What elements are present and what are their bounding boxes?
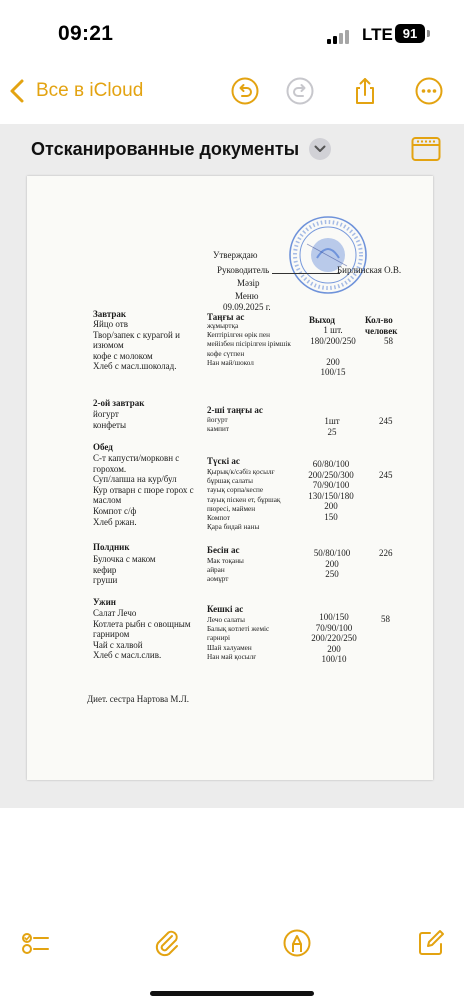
redo-icon <box>285 76 315 106</box>
scanned-page[interactable] <box>27 176 433 780</box>
menu-date: 09.09.2025 г. <box>223 302 271 312</box>
undo-icon <box>230 76 260 106</box>
meal-title-ru: Ужин <box>93 597 116 607</box>
dietitian-signature: Диет. сестра Нартова М.Л. <box>87 694 189 704</box>
meal-items-kz: йогурт кампит <box>207 416 229 434</box>
approval-head-name: Бирлинская О.В. <box>337 265 402 275</box>
share-icon <box>350 76 380 106</box>
markup-pen-icon <box>282 928 312 958</box>
meal-items-ru: йогурт конфеты <box>93 409 127 430</box>
column-count-header: Кол-во <box>365 315 393 325</box>
bottom-toolbar <box>0 924 464 964</box>
chevron-down-icon <box>314 145 326 153</box>
title-menu-button[interactable] <box>309 138 331 160</box>
chevron-left-icon <box>8 78 28 104</box>
column-count-header-2: человек <box>365 326 398 336</box>
meal-items-kz: Қырық/к/сәбіз қосылғ бұршақ салаты тауық сорпа/кеспе тауық піскен ет, бұршақ пюресі, маймен Компот Қара бидай наны <box>207 468 281 532</box>
compose-icon <box>416 928 446 958</box>
approval-text: Утверждаю <box>213 250 258 260</box>
stamp-seal-icon <box>287 214 369 296</box>
undo-button[interactable] <box>230 76 260 106</box>
cellular-signal-icon <box>327 30 351 44</box>
meal-count: 226 <box>379 548 393 558</box>
meal-count: 58 <box>384 336 393 346</box>
scan-toggle-button[interactable] <box>411 136 441 162</box>
meal-output: 100/150 70/90/100 200/220/250 200 100/10 <box>311 612 357 665</box>
scanned-document-area <box>0 124 464 808</box>
column-output-header: Выход <box>309 315 335 325</box>
meal-count: 58 <box>381 614 390 624</box>
meal-count: 245 <box>379 416 393 426</box>
battery-tip <box>427 30 430 37</box>
checklist-icon <box>20 928 50 958</box>
meal-title-ru: Обед <box>93 442 113 452</box>
meal-count: 245 <box>379 470 393 480</box>
meal-title-ru: Завтрак <box>93 309 127 319</box>
signature-line <box>272 273 340 274</box>
status-time: 09:21 <box>58 22 114 45</box>
meal-title-kz: 2-ші таңғы ас <box>207 405 263 415</box>
meal-title-kz: Бесін ас <box>207 545 240 555</box>
share-button[interactable] <box>350 76 380 106</box>
meal-title-ru: 2-ой завтрак <box>93 398 145 408</box>
checklist-button[interactable] <box>20 928 50 958</box>
more-icon <box>414 76 444 106</box>
navigation-bar <box>0 68 464 114</box>
meal-items-ru: Салат Лечо Котлета рыбн с овощным гарниром Чай с халвой Хлеб с масл.слив. <box>93 608 191 661</box>
battery-icon: 91 <box>395 24 425 43</box>
meal-items-kz: Мак тоқаны айран аомұрт <box>207 557 244 584</box>
meal-output: 1шт 25 <box>324 416 340 437</box>
menu-title-kz: Мәзір <box>237 278 260 288</box>
meal-items-ru: С-т капусти/морковн с горохом. Суп/лапша на кур/бул Кур отварн с пюре горох с маслом Компот с/ф Хлеб ржан. <box>93 453 194 527</box>
compose-button[interactable] <box>416 928 446 958</box>
network-type: LTE <box>362 25 393 44</box>
meal-title-kz: Таңғы ас <box>207 312 245 322</box>
meal-output: 60/80/100 200/250/300 70/90/100 130/150/180 200 150 <box>308 459 354 522</box>
attach-button[interactable] <box>152 928 182 958</box>
document-header <box>31 138 331 160</box>
more-button[interactable] <box>414 76 444 106</box>
document-title: Отсканированные документы <box>31 138 300 159</box>
home-indicator[interactable] <box>150 991 314 996</box>
status-bar <box>0 0 464 62</box>
meal-items-kz: Лечо салаты Балық котлеті жеміс гарнирі Шай халуамен Нан май қосылғ <box>207 616 270 661</box>
back-button-label: Все в iCloud <box>36 80 144 101</box>
meal-title-ru: Полдник <box>93 542 130 552</box>
meal-output: 50/80/100 200 250 <box>313 548 351 580</box>
back-button[interactable] <box>8 74 143 108</box>
paperclip-icon <box>152 928 182 958</box>
menu-title-ru: Меню <box>235 291 259 301</box>
meal-output: 1 шт. 180/200/250 200 100/15 <box>310 325 356 378</box>
approval-head: Руководитель <box>217 265 270 275</box>
meal-items-ru: Булочка с маком кефир груши <box>93 554 156 586</box>
markup-button[interactable] <box>282 928 312 958</box>
meal-items-kz: жұмыртқа Кептірілген өрік пен мейізбен пісірілген ірімшік кофе сүтпен Нан май/шокол <box>207 322 291 367</box>
scan-document-icon <box>411 136 441 162</box>
meal-title-kz: Түскі ас <box>207 456 240 466</box>
meal-items-ru: Яйцо отв Твор/запек с курагой и изюмом кофе с молоком Хлеб с масл.шоколад. <box>93 319 180 372</box>
redo-button[interactable] <box>285 76 315 106</box>
meal-title-kz: Кешкі ас <box>207 604 244 614</box>
